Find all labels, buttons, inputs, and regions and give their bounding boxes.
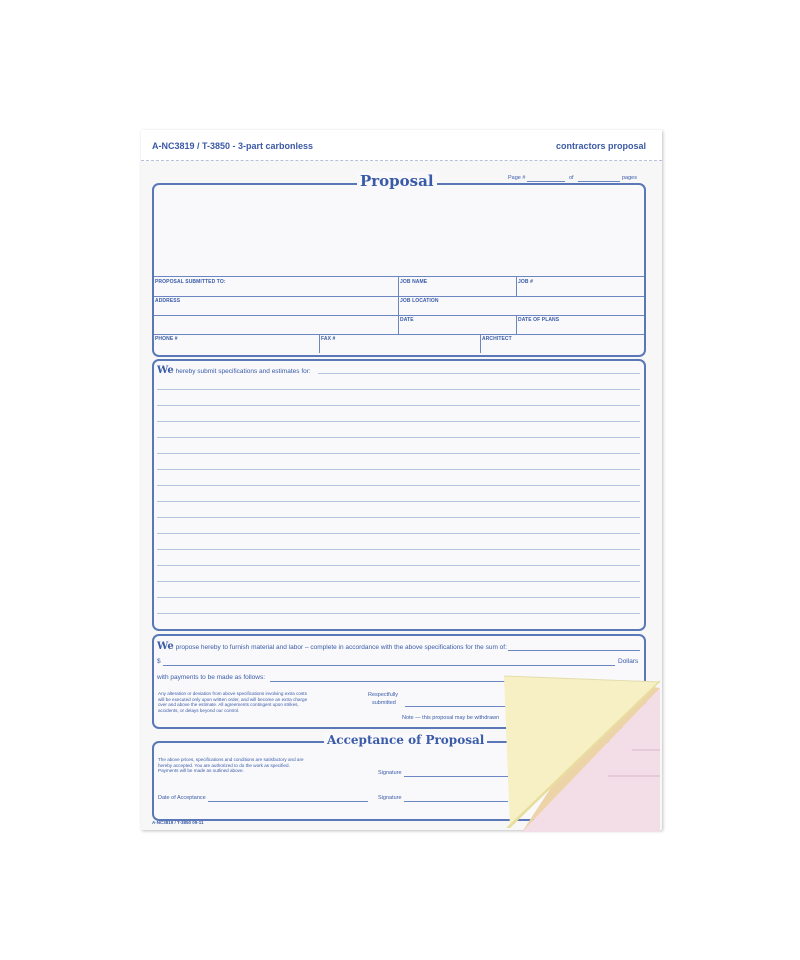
proposal-terms-heading [157,641,507,652]
page-number-line[interactable] [527,181,565,182]
form-type: contractors proposal [555,141,646,151]
spec-line[interactable] [157,501,640,502]
date-of-plans-field[interactable]: DATE OF PLANS [518,317,560,323]
spec-line[interactable] [157,469,640,470]
spec-line[interactable] [157,613,640,614]
spec-line[interactable] [157,597,640,598]
address-field[interactable]: ADDRESS [155,298,181,304]
submitted-to-field[interactable]: PROPOSAL SUBMITTED TO: [155,279,226,285]
specs-text: hereby submit specifications and estimates for: [173,368,311,375]
phone-field[interactable]: PHONE # [155,336,178,342]
terms-line: Any alteration or deviation from above specifications involving extra costs [158,691,307,696]
spec-line[interactable] [157,421,640,422]
spec-line[interactable] [157,405,640,406]
acceptance-line: Payments will be made as outlined above. [158,768,244,774]
specifications-box [152,359,646,631]
terms-line: over and above the estimate. All agreements contingent upon strikes, [158,702,299,708]
job-name-field[interactable]: JOB NAME [400,279,428,285]
respectfully-label: Respectfully [368,692,398,698]
submitted-signature-line[interactable] [405,706,508,707]
spec-line[interactable] [157,389,640,390]
proposal-terms-text: propose hereby to furnish material and labor – complete in accordance with the above specifications for the sum of: [173,644,507,651]
spec-line[interactable] [157,581,640,582]
acceptance-paragraph [158,757,368,774]
grid-line [154,276,644,277]
pages-label: pages [622,175,637,181]
terms-line: will be executed only upon written order, and will become an extra charge [158,696,308,702]
signature-label-2: Signature [378,795,402,801]
page-total-line[interactable] [578,181,620,182]
sum-words-line[interactable] [508,650,640,651]
footer-code: A-NC3819 / T-3850 09-11 [152,820,204,825]
proposal-title: Proposal [357,172,437,190]
payments-line[interactable] [270,681,508,682]
spec-line[interactable] [157,453,640,454]
spec-line[interactable] [157,533,640,534]
dollar-sign: $ [157,658,161,665]
page-of-label: of [569,175,574,181]
form-code: A-NC3819 / T-3850 - 3-part carbonless [152,141,314,151]
grid-line [154,334,644,335]
date-of-acceptance-label: Date of Acceptance [158,795,206,801]
carbonless-copies-corner [500,672,665,834]
architect-field[interactable]: ARCHITECT [482,336,512,342]
spec-line[interactable] [157,437,640,438]
grid-line [154,315,644,316]
job-number-field[interactable]: JOB # [518,279,533,285]
spec-line[interactable] [318,373,640,374]
grid-line [516,315,517,334]
specifications-heading [157,365,311,376]
grid-line [480,334,481,353]
acceptance-line: hereby accepted. You are authorized to do the work as specified. [158,762,290,768]
top-box [152,183,646,357]
acceptance-title: Acceptance of Proposal [324,733,487,747]
spec-line[interactable] [157,565,640,566]
terms-line: accidents, or delays beyond our control. [158,707,240,713]
spec-line[interactable] [157,485,640,486]
grid-line [398,276,399,334]
payments-label: with payments to be made as follows: [157,674,266,681]
spec-line[interactable] [157,549,640,550]
grid-line [154,296,644,297]
proposal-drop-cap: We [157,641,174,652]
grid-line [319,334,320,353]
date-field[interactable]: DATE [400,317,414,323]
signature-line-2[interactable] [404,801,508,802]
specs-drop-cap: We [157,365,174,376]
signature-label-1: Signature [378,770,402,776]
date-of-acceptance-line[interactable] [208,801,368,802]
job-location-field[interactable]: JOB LOCATION [400,298,439,304]
dollars-label: Dollars [618,658,639,665]
grid-line [516,276,517,296]
withdrawal-note: Note — this proposal may be withdrawn [402,715,500,721]
acceptance-line: The above prices, specifications and conditions are satisfactory and are [158,757,304,762]
page-number-label: Page # [508,175,526,181]
terms-paragraph [158,691,358,713]
spec-line[interactable] [157,517,640,518]
sum-amount-line[interactable] [163,665,615,666]
signature-line-1[interactable] [404,776,508,777]
submitted-label: submitted [372,700,396,706]
fax-field[interactable]: FAX # [321,336,336,342]
